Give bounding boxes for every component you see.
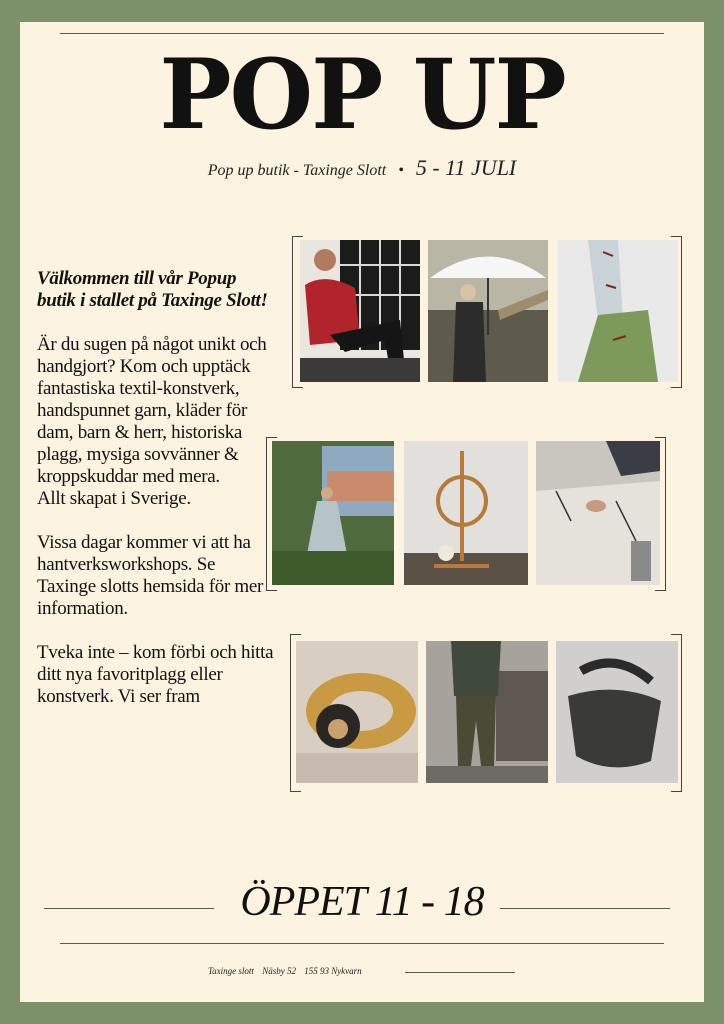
subtitle-separator: •	[398, 162, 404, 179]
body-text	[37, 268, 277, 730]
subtitle-text: Pop up butik - Taxinge Slott	[207, 162, 387, 179]
subtitle-line	[0, 155, 724, 181]
footer-street: Näsby 52	[262, 966, 296, 976]
top-rule	[60, 33, 664, 34]
bottom-rule	[60, 943, 664, 944]
photo-quilted-bag	[556, 641, 678, 783]
intro-heading: Välkommen till vår Popup butik i stallet på Taxinge Slott!	[37, 268, 268, 311]
paragraph-origin: Allt skapat i Sverige.	[37, 488, 191, 509]
event-dates: 5 - 11 JULI	[415, 155, 517, 180]
footer-rule	[405, 972, 515, 973]
photo-historic-dress	[272, 441, 394, 585]
photo-workshop-table	[536, 441, 660, 585]
paragraph-invite: Tveka inte – kom förbi och hitta ditt nya favoritplagg eller konstverk. Vi ser fram	[37, 642, 274, 707]
photo-patterned-outfit	[426, 641, 548, 783]
footer-postal: 155 93 Nykvarn	[304, 966, 362, 976]
photo-textile-art	[558, 240, 678, 382]
photo-man-red-shirt	[300, 240, 420, 382]
paragraph-workshops: Vissa dagar kommer vi att ha hantverksworkshops. Se Taxinge slotts hemsida för mer information.	[37, 532, 264, 619]
opening-hours: ÖPPET 11 - 18	[240, 879, 484, 925]
hours-rule-left	[44, 908, 214, 909]
photo-spinning-wheel	[404, 441, 528, 585]
footer-place: Taxinge slott	[208, 966, 254, 976]
photo-plush-pillow	[296, 641, 418, 783]
paragraph-offer	[37, 334, 277, 488]
hours-rule-right	[500, 908, 670, 909]
footer-address	[208, 966, 368, 976]
photo-umbrella	[428, 240, 548, 382]
page-title: POP UP	[159, 38, 565, 151]
paragraph-offer-text: Är du sugen på något unikt och handgjort? Kom och upptäck fantastiska textil-konstverk, handspunnet garn, kläder för dam, barn & herr, historiska plagg, mysiga sovvänner & kroppskuddar med mera.	[37, 334, 267, 487]
